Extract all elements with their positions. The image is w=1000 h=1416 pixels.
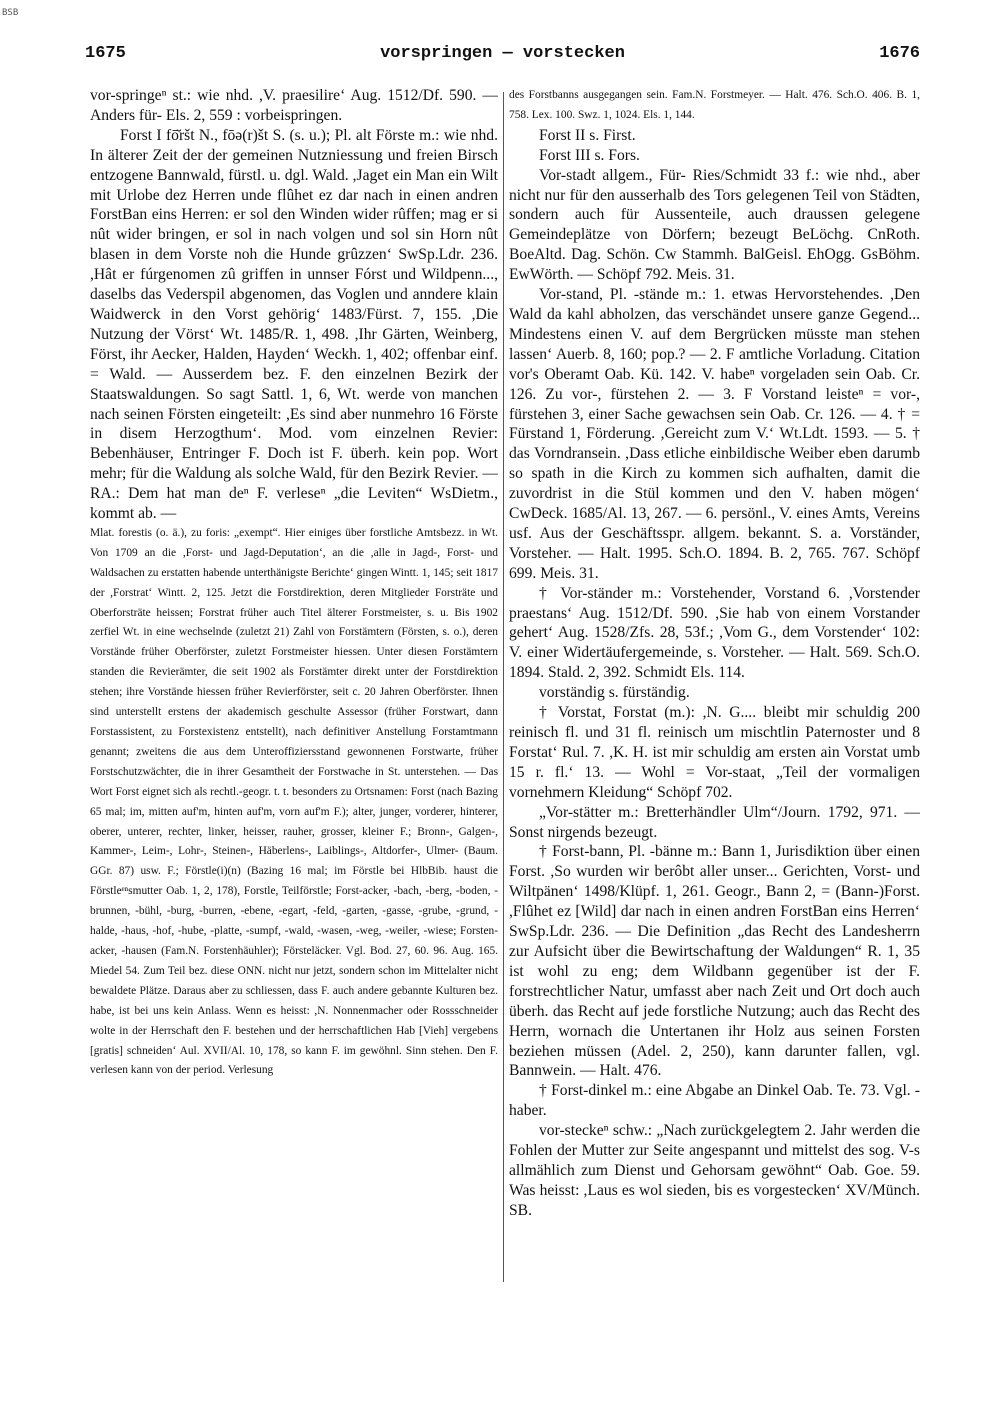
- running-title: vorspringen — vorstecken: [380, 44, 625, 63]
- right-column: [509, 86, 920, 1316]
- dictionary-entry: Mlat. forestis (o. ä.), zu foris: „exempt“. Hier einiges über forstliche Amtsbezz. in Wt. Von 1709 an die ,Forst- und Jagd-Deputation‘, an die ,alle in Jagd-, Forst- und Waldsachen zu erstatten habende unterthänigste Berichte‘ gingen Wintt. 1, 145; seit 1817 der ,Forstrat‘ Wintt. 2, 125. Jetzt die Forstdirektion, deren Mitglieder Forsträte und Oberforsträte heissen; Forstrat früher auch Titel älterer Forstmeister, s. u. Bis 1902 zerfiel Wt. in eine wechselnde (zuletzt 21) Zahl von Forstämtern (Försten, s. o.), deren Vorstände früher Oberförster, zuletzt Forstmeister hiessen. Unter diesen Forstämtern standen die Revierämter, die seit 1902 als Forstämter direkt unter der Forstdirektion stehen; ihre Vorstände hiessen früher Revierförster, seit c. 20 Jahren Oberförster. Ihnen sind unterstellt erstens der akademisch geschulte Assessor (früher Forstwart, dann Forstassistent, zu Forstexistenz entstellt), nach definitiver Anstellung Forstamtmann genannt; zweitens die aus dem Unteroffiziersstand gewonnenen Forstwarte, früher Forstschutzwächter, die in ihrer Gesamtheit der Forstwache in St. unterstehen. — Das Wort Forst eignet sich als rechtl.-geogr. t. t. besonders zu Ortsnamen: Forst (nach Bazing 65 mal; im, mitten auf'm, hinten auf'm, vorn auf'm F.); alter, junger, vorderer, hinterer, oberer, unterer, rechter, linker, heisser, rauher, grosser, kleiner F.; Bronn-, Galgen-, Kammer-, Leim-, Lohr-, Steinen-, Häberlens-, Laiblings-, Altdorfer-, Ulmer- (Baum. GGr. 87) usw. F.; Förstle(i)(n) (Bazing 16 mal; im Förstle bei HlbBib. haust die Förstleᵉⁿsmutter Oab. 1, 2, 178), Forstle, Teilförstle; Forst-acker, -bach, -berg, -boden, -brunnen, -bühl, -burg, -burren, -ebene, -egart, -feld, -garten, -gasse, -grube, -grund, -halde, -haus, -hof, -hube, -platte, -sumpf, -wald, -wasen, -weg, -weiler, -wiese; Forsten-acker, -hausen (Fam.N. Forstenhäuhler); Försteläcker. Vgl. Bod. 27, 60. 96. Aug. 165. Miedel 54. Zum Teil bez. diese ONN. nicht nur jetzt, sondern schon im Mittelalter nicht bewaldete Plätze. Daraus aber zu schliessen, dass F. auch andere gebannte Kulturen bez. habe, ist bei uns kein Anlass. Wenn es heisst: ,N. Nonnenmacher oder Rossschneider wolte in der Herrschaft den F. bestehen und der herrschaftlichen Hab [Vieh] vergebens [gratis] schneiden‘ Aul. XVII/Al. 10, 178, so kann F. im gewöhnl. Sinn stehen. Den F. verlesen kann von der period. Verlesung: [90, 526, 498, 1077]
- dictionary-entry: „Vor-stätter m.: Bretterhändler Ulm“/Journ. 1792, 971. — Sonst nirgends bezeugt.: [509, 803, 920, 841]
- left-column: [90, 86, 498, 1316]
- dictionary-entry: Forst III s. Fors.: [539, 146, 640, 164]
- dictionary-entry: Forst II s. First.: [539, 126, 636, 144]
- dictionary-entry: vor-springeⁿ st.: wie nhd. ,V. praesilire‘ Aug. 1512/Df. 590. — Anders für- Els. 2, 559 : vorbeispringen.: [90, 87, 498, 124]
- column-divider: [503, 92, 504, 1282]
- dictionary-entry: † Vor-ständer m.: Vorstehender, Vorstand 6. ,Vorstender praestans‘ Aug. 1512/Df. 590. ,Sie hab von einem Vorstander gehert‘ Aug. 1528/Zfs. 28, 53f.; ,Vom G., dem Vorstender‘ 102: V. einer Widertäufergemeinde, s. Vorsteher. — Halt. 569. Sch.O. 1894. Stald. 2, 392. Schmidt Els. 114.: [509, 584, 920, 682]
- running-header: [85, 44, 920, 72]
- dictionary-entry: Vor-stand, Pl. -stände m.: 1. etwas Hervorstehendes. ,Den Wald da kahl abholzen, das verschändet unsere ganze Gegend... Mindestens einen V. auf dem Bergrücken müsste man stehen lassen‘ Auerb. 8, 160; pop.? — 2. F amtliche Vorladung. Citation vor's Oberamt Oab. Kü. 142. V. habeⁿ vorgeladen sein Oab. Cr. 126. Zu vor-, fürstehen 2. — 3. F Vorstand leisteⁿ = vor-, fürstehen 3, einer Sache gewachsen sein Oab. Cr. 126. — 4. † = Fürstand 1, Förderung. ,Gereicht zum V.‘ Wt.Ldt. 1593. — 5. † das Vorndransein. ,Dass etliche einbildische Weiber eben darumb so spath in die Kirch zu kommen sich aufhalten, damit die zuvordrist in die Stül kommen und den V. haben mögen‘ CwDeck. 1685/Al. 13, 267. — 6. persönl., V. eines Amts, Vereins usf. Aus der Geschäftsspr. allgem. bekannt. S. a. Vorständer, Vorsteher. — Halt. 1995. Sch.O. 1894. B. 2, 765. 767. Schöpf 699. Meis. 31.: [509, 286, 920, 582]
- page-number-right: 1676: [879, 44, 920, 63]
- dictionary-entry: vorständig s. fürständig.: [539, 684, 690, 702]
- dictionary-entry: Forst I fō̆ršt N., fōə(r)št S. (s. u.); Pl. alt Förste m.: wie nhd. In älterer Zeit der der gemeinen Nutzniessung und freien Birsch entzogene Bannwald, fürstl. u. dgl. Wald. ,Jaget ein Man ein Wilt mit Urlobe dez Herren unde flûhet ez dar nach in einen andren ForstBan eins Herren: er sol den Winden wider rûffen; mag er si nût wider bringen, er sol in nach volgen und sol sin Horn nût blasen in dem Vorste noh die Hunde grûzzen‘ SwSp.Ldr. 236. ,Hât er fúrgenomen zû griffen in unnser Fórst und Wildpenn..., daselbs das Vederspil abgenomen, das Voglen und anndere klain Waidwerck in den Vorst gehörig‘ 1483/Fürst. 7, 155. ,Die Nutzung der Vörst‘ Wt. 1485/R. 1, 498. ,Ihr Gärten, Weinberg, Först, ihr Aecker, Halden, Hayden‘ Weckh. 1, 402; offenbar einf. = Wald. — Ausserdem bez. F. den einzelnen Bezirk der Staatswaldungen. So sagt Sattl. 1, 6, Wt. werde von manchen nach seinen Försten eingeteilt: ,Es sind aber nunmehro 16 Förste in disem Herzogthum‘. Mod. vom einzelnen Revier: Bebenhäuser, Entringer F. Doch ist F. überh. kein pop. Wort mehr; für die Waldung als solche Wald, für den Bezirk Revier. — RA.: Dem hat man deⁿ F. verleseⁿ „die Leviten“ WsDietm., kommt ab. —: [90, 126, 498, 523]
- dictionary-entry: † Forst-bann, Pl. -bänne m.: Bann 1, Jurisdiktion über einen Forst. ,So wurden wir berôbt aller unser... Gerichten, Vorst- und Wiltpänen‘ 1498/Klüpf. 1, 261. Geogr., Bann 2, = (Bann-)Forst. ,Flûhet ez [Wild] dar nach in einen andren ForstBan eins Herren‘ SwSp.Ldr. 236. — Die Definition „das Recht des Landesherrn zur Aufsicht über die Bewirtschaftung der Waldungen“ R. 1, 35 ist wohl zu eng; dem Wildbann gegenüber ist der F. forstrechtlicher Natur, umfasst aber nach Zeit und Ort doch auch überh. das Recht auf jede forstliche Nutzung; auch das Recht des Herrn, wornach die Untertanen ihr Holz aus seinen Forsten beziehen müssen (Adel. 2, 250), kann darunter fallen, vgl. Bannwein. — Halt. 476.: [509, 843, 920, 1080]
- dictionary-entry: Vor-stadt allgem., Für- Ries/Schmidt 33 f.: wie nhd., aber nicht nur für den ausserhalb des Tors gelegenen Teil von Städten, sondern auch für Aussenteile, auch draussen gelegene Gemeindeplätze von Dörfern; bezeugt BeLöchg. CnRoth. BoeAltd. Dag. Schön. Cw Stammh. BalGeisl. EhOgg. GsBöhm. EwWörth. — Schöpf 792. Meis. 31.: [509, 166, 920, 284]
- dictionary-entry: des Forstbanns ausgegangen sein. Fam.N. Forstmeyer. — Halt. 476. Sch.O. 406. B. 1, 758. Lex. 100. Swz. 1, 1024. Els. 1, 144.: [509, 89, 920, 121]
- dictionary-entry: † Vorstat, Forstat (m.): ,N. G.... bleibt mir schuldig 200 reinisch fl. und 31 fl. reinisch um mischtlin Paternoster und 8 Forstat‘ Rul. 7. ,K. H. ist mir schuldig am ersten ain Vorstat umb 15 r. fl.‘ 13. — Wohl = Vor-staat, „Teil der vormaligen vornehmern Kleidung“ Schöpf 702.: [509, 704, 920, 801]
- dictionary-entry: vor-steckeⁿ schw.: „Nach zurückgelegtem 2. Jahr werden die Fohlen der Mutter zur Seite angespannt und mittelst des sog. V-s allmählich zum Dienst und Gehorsam gewöhnt“ Oab. Goe. 59. Was heisst: ,Laus es wol sieden, bis es vorgestecken‘ XV/Münch. SB.: [509, 1122, 920, 1219]
- library-stamp: BSB: [2, 8, 19, 18]
- dictionary-entry: † Forst-dinkel m.: eine Abgabe an Dinkel Oab. Te. 73. Vgl. -haber.: [509, 1082, 920, 1120]
- page-number-left: 1675: [85, 44, 126, 63]
